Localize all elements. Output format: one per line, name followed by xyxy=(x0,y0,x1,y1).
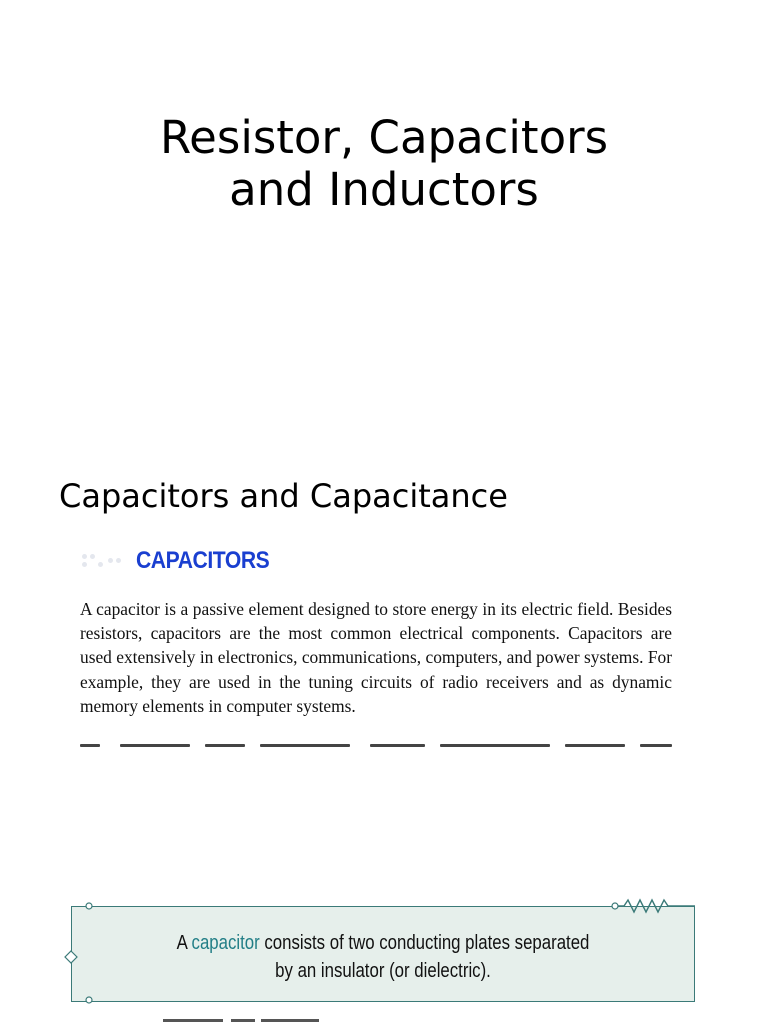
excerpt-header xyxy=(80,547,287,575)
definition-text xyxy=(122,929,644,985)
definition-line-1 xyxy=(122,929,644,957)
definition-prefix: A xyxy=(176,932,192,954)
definition-line-2: by an insulator (or dielectric). xyxy=(275,960,491,982)
dots-icon xyxy=(80,550,128,572)
excerpt-body: A capacitor is a passive element designed to store energy in its electric field. Besides resistors, capacitors are the most common electrical components. Capacitors are used extensively in electronics, communications, computers, and power systems. For example, they are used in the tuning circuits of radio receivers and as dynamic memory elements in computer systems. xyxy=(80,599,672,716)
definition-box xyxy=(71,906,695,1002)
slide-title-line-1: Resistor, Capacitors xyxy=(159,111,609,164)
textbook-excerpt xyxy=(60,535,710,750)
slide-title xyxy=(0,112,768,216)
slide-title-line-2: and Inductors xyxy=(229,163,539,216)
definition-rest: consists of two conducting plates separated xyxy=(259,932,590,954)
section-heading: Capacitors and Capacitance xyxy=(59,477,508,515)
cropped-caption xyxy=(163,1019,323,1024)
definition-term: capacitor xyxy=(191,932,260,954)
excerpt-label: CAPACITORS xyxy=(136,547,270,574)
cropped-text-line xyxy=(80,742,672,748)
